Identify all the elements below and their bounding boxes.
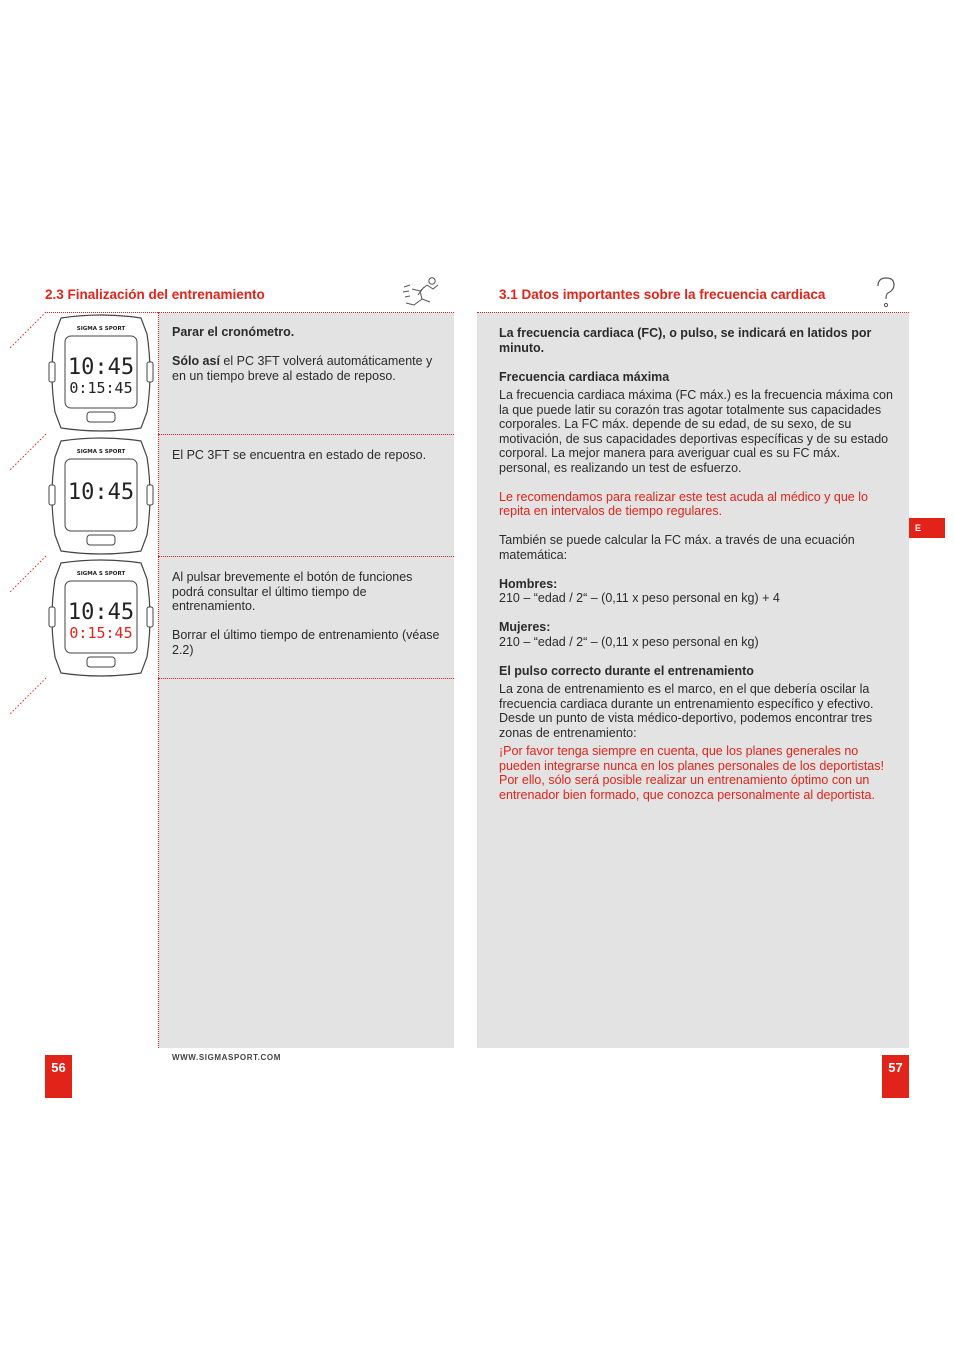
language-tab: E bbox=[909, 518, 945, 538]
question-mark-icon bbox=[873, 276, 899, 310]
step-divider-1 bbox=[158, 434, 454, 435]
page-number-left: 56 bbox=[45, 1055, 72, 1098]
svg-text:0:15:45: 0:15:45 bbox=[69, 624, 133, 642]
step-1-body: el PC 3FT volverá automáticamente y en un tiempo breve al estado de reposo. bbox=[172, 354, 433, 383]
red-note-1: Le recomendamos para realizar este test acuda al médico y que lo repita en intervalos de tiempo regulares. bbox=[499, 489, 868, 518]
footer-url: WWW.SIGMASPORT.COM bbox=[172, 1053, 282, 1062]
right-body bbox=[499, 326, 893, 817]
step-1-lead: Sólo así bbox=[172, 354, 220, 368]
svg-text:10:45: 10:45 bbox=[67, 600, 135, 625]
runner-icon bbox=[400, 275, 442, 309]
step-1-text bbox=[172, 325, 444, 398]
watch-brand: SIGMA S SPORT bbox=[76, 326, 126, 332]
women-label: Mujeres: bbox=[499, 620, 551, 634]
right-intro: La frecuencia cardiaca (FC), o pulso, se indicará en latidos por minuto. bbox=[499, 326, 872, 355]
left-column-divider bbox=[158, 312, 159, 1048]
step-2-text bbox=[172, 448, 432, 477]
watch-display-1 bbox=[47, 314, 155, 432]
svg-text:10:45: 10:45 bbox=[67, 480, 135, 505]
left-heading: 2.3 Finalización del entrenamiento bbox=[45, 287, 265, 302]
page-number-right: 57 bbox=[882, 1055, 909, 1098]
watch-time: 10:45 bbox=[67, 355, 135, 380]
step-divider-2 bbox=[158, 556, 454, 557]
subheading-max-hr: Frecuencia cardiaca máxima bbox=[499, 369, 670, 384]
men-formula: 210 – “edad / 2“ – (0,11 x peso personal en kg) + 4 bbox=[499, 591, 780, 605]
watch-display-3 bbox=[47, 559, 155, 677]
left-panel bbox=[159, 313, 454, 1048]
svg-text:SIGMA S SPORT: SIGMA S SPORT bbox=[76, 449, 126, 455]
step-divider-3 bbox=[158, 678, 454, 679]
right-heading: 3.1 Datos importantes sobre la frecuencia cardiaca bbox=[499, 287, 826, 302]
diagonal-marks bbox=[8, 310, 48, 720]
svg-text:SIGMA S SPORT: SIGMA S SPORT bbox=[76, 571, 126, 577]
subheading-training-pulse: El pulso correcto durante el entrenamiento bbox=[499, 663, 754, 678]
watch-display-2 bbox=[47, 437, 155, 555]
para-max-hr: La frecuencia cardiaca máxima (FC máx.) es la frecuencia máxima con la que puede latir su corazón tras agotar totalmente sus capacidades corporales. La FC máx. depende de su edad, de su sexo, de su motivación, de sus capacidades deportivas específicas y de su estado corporal. La mejor manera para averiguar cual es su FC máx. personal, es realizando un test de esfuerzo. bbox=[499, 388, 893, 475]
men-label: Hombres: bbox=[499, 576, 558, 591]
step-1-title: Parar el cronómetro. bbox=[172, 325, 295, 339]
step-3-text bbox=[172, 570, 442, 672]
red-note-2: ¡Por favor tenga siempre en cuenta, que los planes generales no pueden integrarse nunca en los planes personales de los deportistas! Por ello, sólo será posible realizar un entrenamiento óptimo con un entrenador bien formado, que conozca personalmente al deportista. bbox=[499, 744, 884, 802]
watch-subtime: 0:15:45 bbox=[69, 379, 133, 397]
para-formula-intro: También se puede calcular la FC máx. a través de una ecuación matemática: bbox=[499, 533, 855, 562]
para-training-zone: La zona de entrenamiento es el marco, en el que debería oscilar la frecuencia cardiaca durante un entrenamiento específico y efectivo. Desde un punto de vista médico-deportivo, podemos encontrar tres zonas de entrenamiento: bbox=[499, 682, 874, 740]
step-3-body-2: Borrar el último tiempo de entrenamiento (véase 2.2) bbox=[172, 628, 440, 657]
women-formula: 210 – “edad / 2“ – (0,11 x peso personal en kg) bbox=[499, 634, 759, 649]
step-3-body: Al pulsar brevemente el botón de funciones podrá consultar el último tiempo de entrenamiento. bbox=[172, 570, 413, 613]
step-2-body: El PC 3FT se encuentra en estado de reposo. bbox=[172, 448, 427, 462]
